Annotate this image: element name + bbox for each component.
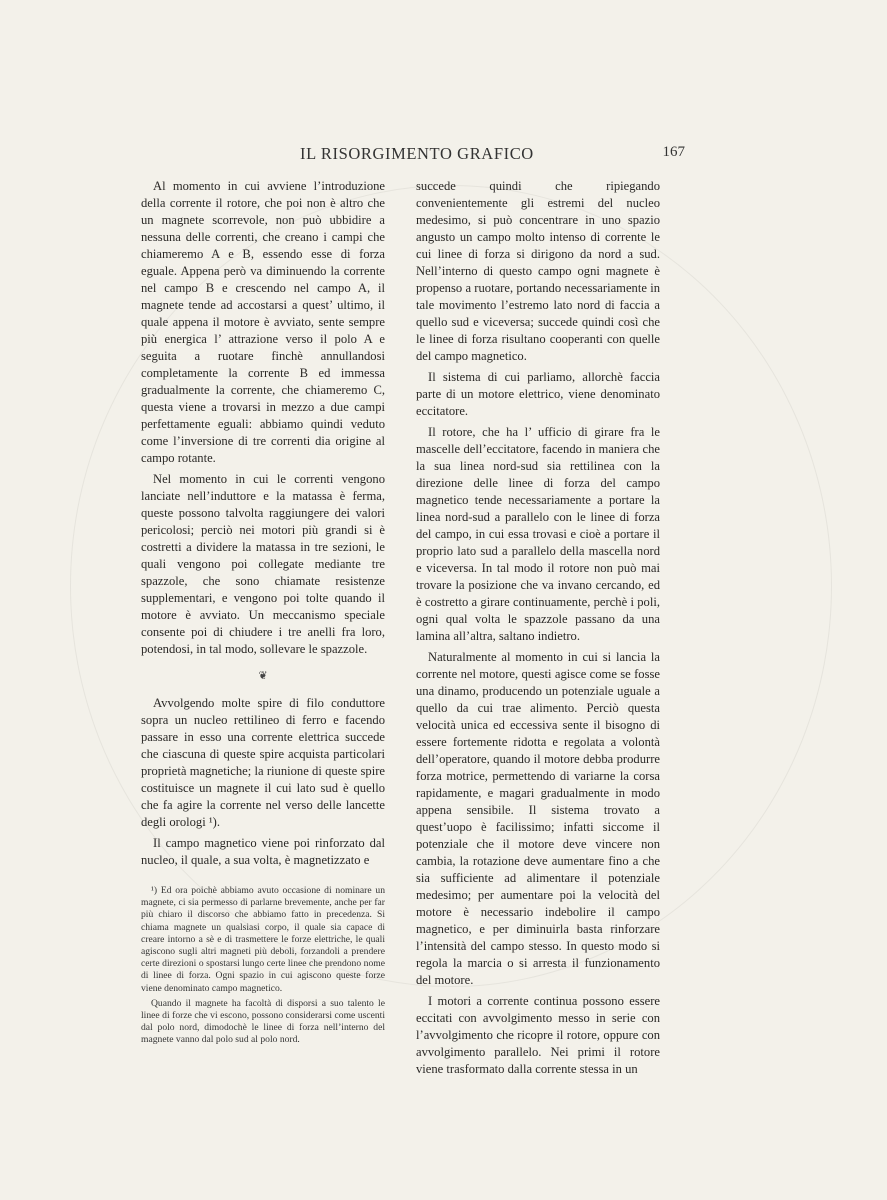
- section-ornament: ❦: [258, 670, 268, 682]
- running-title: IL RISORGIMENTO GRAFICO: [300, 144, 534, 163]
- paragraph: Il sistema di cui parliamo, allorchè faccia parte di un motore elettrico, viene denominato eccitatore.: [416, 370, 660, 418]
- right-column: [416, 178, 660, 1078]
- footnote: Quando il magnete ha facoltà di disporsi a suo talento le linee di forze che vi escono, possono considerarsi come uscenti dal polo nord, dimodochè le linee di forza nell’interno del magnete vanno dal polo sud al polo nord.: [141, 997, 385, 1046]
- paragraph: Al momento in cui avviene l’introduzione della corrente il rotore, che poi non è altro che un magnete scorrevole, non può ubbidire a nessuna delle correnti, che creano i campi che chiameremo A e B, essendo esse di forza eguale. Appena però va diminuendo la corrente nel campo B e crescendo nel campo A, il magnete tende ad accostarsi a quest’ ultimo, il quale appena il motore è avviato, sente sempre più energica l’ attrazione verso il polo A e seguita a ruotare finchè annullandosi completamente la corrente B ed immessa gradualmente la corrente, che chiameremo C, questa viene a trovarsi in mezzo a due campi perfettamente eguali: abbiamo quindi veduto come l’inversione di tre correnti dia origine al campo rotante.: [141, 179, 385, 465]
- paragraph: succede quindi che ripiegando convenientemente gli estremi del nucleo medesimo, si può concentrare in uno spazio angusto un campo molto intenso di corrente le cui linee di forza si dirigono da nord a sud. Nell’interno di questo campo ogni magnete è propenso a ruotare, portando necessariamente in tale movimento l’estremo lato nord di faccia a quello sud e viceversa; succede quindi così che le linee di forza risultano cooperanti con quelle del campo magnetico.: [416, 179, 660, 363]
- page-number: 167: [662, 144, 685, 160]
- paragraph: Il rotore, che ha l’ ufficio di girare fra le mascelle dell’eccitatore, facendo in maniera che la sua linea nord-sud sia rettilinea con la direzione delle linee di forza del campo magnetico tende necessariamente a portare la linea nord-sud a parallelo con le linee di forza del campo, in cui essa trovasi e cioè a portare il proprio lato sud a parallelo della mascella nord e viceversa. In tal modo il rotore non può mai trovare la posizione che va invano cercando, ed è costretto a girare continuamente, perchè i poli, ogni qual volta le spazzole passano da una lamina all’altra, saltano indietro.: [416, 425, 660, 643]
- running-header: [300, 144, 685, 166]
- footnotes: [141, 885, 385, 1047]
- paragraph: Il campo magnetico viene poi rinforzato dal nucleo, il quale, a sua volta, è magnetizzato e: [141, 836, 385, 867]
- left-column: [141, 178, 385, 1047]
- paragraph: Nel momento in cui le correnti vengono lanciate nell’induttore e la matassa è ferma, queste possono talvolta raggiungere dei valori pericolosi; perciò nei motori più grandi si è costretti a dividere la matassa in tre sezioni, le quali vengono poi collegate mediante tre spazzole, che sono chiamate resistenze supplementari, e vengono poi tolte quando il motore è avviato. Un meccanismo speciale consente poi di chiudere i tre anelli fra loro, potendosi, in tal modo, sollevare le spazzole.: [141, 472, 385, 656]
- paragraph: Naturalmente al momento in cui si lancia la corrente nel motore, questi agisce come se fosse una dinamo, producendo un potenziale uguale a quello da cui trae alimento. Perciò questa velocità unica ed eccessiva sente il bisogno di essere fortemente ridotta e regolata a volontà dell’operatore, quando il motore debba produrre forza motrice, permettendo di variarne la corsa rapidamente, e magari gradualmente in modo appena sensibile. Il sistema trovato a quest’uopo è facilissimo; infatti siccome il potenziale che il motore deve vincere non cambia, la rotazione deve aumentare fino a che sia sufficiente ad alimentare il potenziale medesimo; per aumentare poi la velocità del motore è necessario indebolire il campo magnetico, e per diminuirla basta rinforzare l’intensità del campo stesso. In questo modo si regola la marcia o si arresta il funzionamento del motore.: [416, 650, 660, 987]
- footnote: ¹) Ed ora poichè abbiamo avuto occasione di nominare un magnete, ci sia permesso di parlarne brevemente, anche per far più chiaro il discorso che abbiamo fatto in precedenza. Si chiama magnete un qualsiasi corpo, il quale sia capace di creare intorno a sè e di trasmettere le forze elettriche, le quali agiscono sugli altri magneti più deboli, forzandoli a prendere certe direzioni o spostarsi lungo certe linee che prendono nome di linee di forza. Ogni spazio in cui agiscono queste forze viene denominato campo magnetico.: [141, 885, 385, 994]
- paragraph: I motori a corrente continua possono essere eccitati con avvolgimento messo in serie con l’avvolgimento che ricopre il rotore, oppure con avvolgimento parallelo. Nei primi il rotore viene trasformato dalla corrente stessa in un: [416, 994, 660, 1076]
- paragraph: Avvolgendo molte spire di filo conduttore sopra un nucleo rettilineo di ferro e facendo passare in esso una corrente elettrica succede che ciascuna di queste spire acquista particolari proprietà magnetiche; la riunione di queste spire costituisce un magnete il cui lato sud è quello che fa agire la corrente nel verso delle lancette degli orologi ¹).: [141, 696, 385, 829]
